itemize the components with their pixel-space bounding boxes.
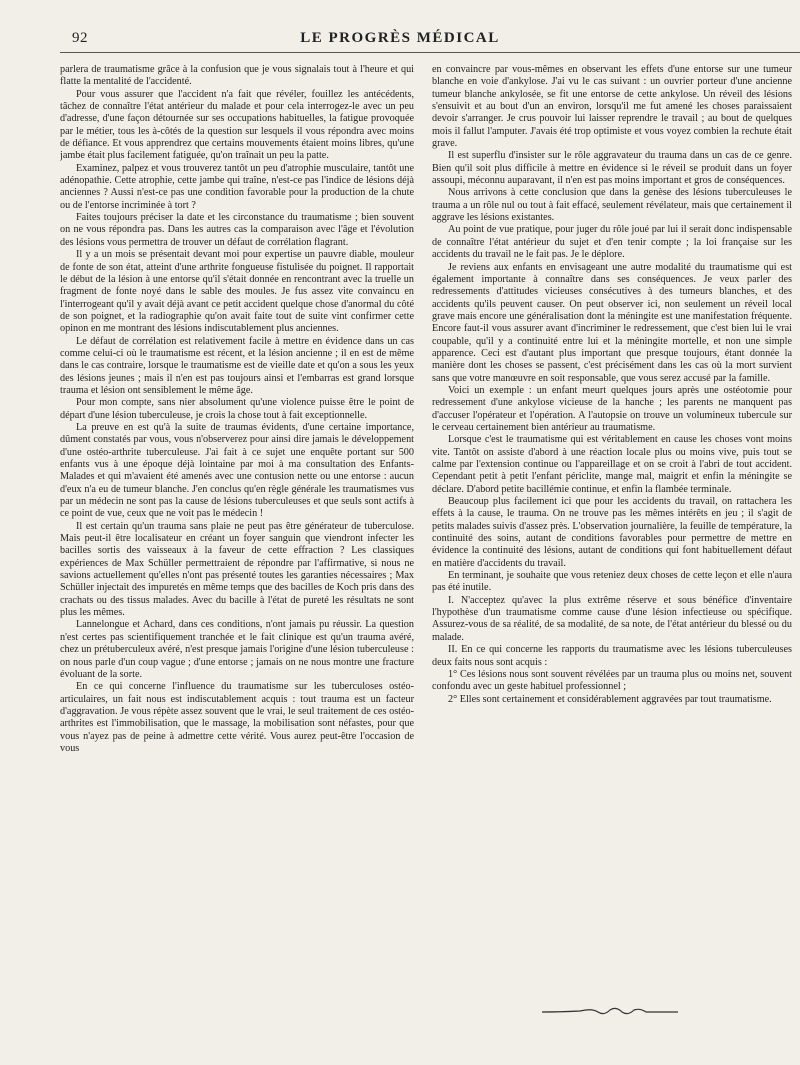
- paragraph: Pour mon compte, sans nier absolument qu'une violence puisse être le point de départ d'une lésion tuberculeuse, je crois la chose tout à fait exceptionnelle.: [60, 397, 414, 421]
- paragraph: Nous arrivons à cette conclusion que dans la genèse des lésions tuberculeuses le trauma a un rôle nul ou tout à fait effacé, seulement révélateur, mais que certainement il aggrave les lésions existantes.: [432, 187, 792, 224]
- paragraph: Lannelongue et Achard, dans ces conditions, n'ont jamais pu réussir. La question n'est certes pas scientifiquement tranchée et le fait clinique est qu'un trauma avéré, chez un prétuberculeux avéré, n'est presque jamais l'origine d'une lésion tuberculeuse : on nous parle d'un coup vague ; d'une entorse ; jamais on ne nous montre une fracture évoluant de la sorte.: [60, 619, 414, 680]
- paragraph: Il est superflu d'insister sur le rôle aggravateur du trauma dans un cas de ce genre. Bien qu'il soit plus difficile à mettre en évidence si le réveil se produit dans un foyer assoupi, méconnu auparavant, il n'en est pas moins important et gros de conséquences.: [432, 150, 792, 187]
- paragraph: En terminant, je souhaite que vous reteniez deux choses de cette leçon et elle n'aura pas été inutile.: [432, 570, 792, 594]
- page-number: 92: [72, 30, 88, 46]
- page-header: [0, 0, 800, 50]
- paragraph: en convaincre par vous-mêmes en observant les effets d'une entorse sur une tumeur blanche en voie d'ankylose. J'ai vu le cas suivant : un ouvrier porteur d'une ancienne tumeur blanche ankylosée, se fit une entorse de cette ankylose. Un réveil des lésions s'ensuivit et au bout d'un an environ, lorsqu'il me fut amené les choses paraissaient devoir s'arranger. Je crus pouvoir lui laisser reprendre le travail ; au bout de quelques mois il fallut l'amputer. J'avais été trop optimiste et vous voyez combien la rechute était grave.: [432, 64, 792, 150]
- paragraph: Pour vous assurer que l'accident n'a fait que révéler, fouillez les antécédents, tâchez de connaître l'état antérieur du malade et pour cela interrogez-le avec un peu d'adresse, d'une façon détournée sur ses occupations habituelles, la fatigue provoquée par le métier, tous les à-côtés de la question sur lesquels il vous répondra avec moins de défiance. Et vous apprendrez que certains mouvements étaient moins libres, qu'une jambe était plus facilement fatiguée, qu'on traînait un peu la patte.: [60, 88, 414, 162]
- paragraph: Beaucoup plus facilement ici que pour les accidents du travail, on rattachera les effets à la cause, le trauma. On ne trouve pas les mêmes intérêts en jeu ; il s'agit de petits malades suivis d'assez près. L'observation journalière, la feuille de température, la continuité des soins, autant de conditions favorables pour permettre de mettre en évidence la continuité des lésions, autant de conditions qui font habituellement défaut en matière d'accidents du travail.: [432, 496, 792, 569]
- left-column: [60, 64, 414, 1049]
- paragraph: La preuve en est qu'à la suite de traumas évidents, d'une certaine importance, dûment constatés par vous, vous n'observerez pour ainsi dire jamais le développement d'une ostéo-arthrite tuberculeuse. J'ai fait à ce sujet une enquête portant sur 500 enfants vus à une époque déjà lointaine par moi à ma consultation des Enfants-Malades et qui m'avaient été amenés avec une contusion nette ou une entorse : aucun d'eux n'a eu de tumeur blanche. J'en conclus qu'en règle générale les traumatismes vus par un médecin ne sont pas la cause de lésions tuberculeuses et que seuls sont actifs à ce point de vue, ceux que ne voit pas le médecin !: [60, 421, 414, 520]
- header-rule: [60, 52, 800, 53]
- paragraph: Au point de vue pratique, pour juger du rôle joué par lui il serait donc indispensable de connaître l'état antérieur du sujet et d'en tenir compte ; la loi française sur les accidents du travail ne le fait pas. Je le déplore.: [432, 224, 792, 261]
- paragraph: II. En ce qui concerne les rapports du traumatisme avec les lésions tuberculeuses deux faits nous sont acquis :: [432, 644, 792, 668]
- journal-title: LE PROGRÈS MÉDICAL: [300, 30, 500, 46]
- paragraph: 1° Ces lésions nous sont souvent révélées par un trauma plus ou moins net, souvent confondu avec un geste habituel professionnel ;: [432, 668, 792, 693]
- paragraph: Il y a un mois se présentait devant moi pour expertise un pauvre diable, mouleur de fonte de son état, atteint d'une arthrite fongueuse fistulisée du poignet. Il rapportait le début de la lésion à une entorse qu'il s'était donnée en rencontrant avec la truelle un fragment de fonte noyé dans le sable des moules. Je fus assez vite convaincu en l'interrogeant qu'il y avait déjà avant ce petit accident quelque chose d'anormal du côté de son poignet, et la radiographie qu'on avait faite tout de suite vint confirmer cette opinon en me montrant des lésions indiscutablement plus anciennes.: [60, 249, 414, 335]
- paragraph: En ce qui concerne l'influence du traumatisme sur les tuberculoses ostéo-articulaires, un fait nous est indiscutablement acquis : tout trauma est un facteur d'aggravation. Je vous répète assez souvent que le vrai, le seul traitement de ces ostéo-arthrites est l'immobilisation, que le massage, la mobilisation sont néfastes, pour que vous n'ayez pas de peine à admettre cette vérité. Vous aurez peut-être l'occasion de vous: [60, 681, 414, 754]
- paragraph: Voici un exemple : un enfant meurt quelques jours après une ostéotomie pour redressement d'une ankylose vicieuse de la hanche ; les parents ne manquent pas d'accuser l'opérateur et l'opération. A l'autopsie on trouve un volumineux tubercule sur le cerveau certainement bien antérieur au traumatisme.: [432, 384, 792, 433]
- paragraph: Le défaut de corrélation est relativement facile à mettre en évidence dans un cas comme celui-ci où le traumatisme est récent, et la lésion ancienne ; il en est de même dans le cas contraire, lorsque le traumatisme est de vieille date et qu'on a sous les yeux des lésions jeunes ; mais il n'en est pas toujours ainsi et l'embarras est grand lorsque trauma et lésion ont sensiblement le même âge.: [60, 335, 414, 396]
- paragraph: Lorsque c'est le traumatisme qui est véritablement en cause les choses vont moins vite. Tantôt on assiste d'abord à une réaction locale plus ou moins vive, puis tout se calme par l'extension continue ou l'appareillage et on se croit à l'abri de tout accident. Cependant petit à petit l'enfant périclite, mange mal, maigrit et enfin la méningite se déclare. D'abord petite bacillémie continue, et enfin la flambée terminale.: [432, 434, 792, 495]
- paragraph: Faites toujours préciser la date et les circonstance du traumatisme ; bien souvent on ne vous répondra pas. Dans les autres cas la comparaison avec l'âge et l'évolution des lésions vous permettra de trouver un défaut de corrélation flagrant.: [60, 212, 414, 248]
- paragraph: I. N'acceptez qu'avec la plus extrême réserve et sous bénéfice d'inventaire l'hypothèse d'un traumatisme comme cause d'une lésion infectieuse ou spécifique. Assurez-vous de sa réalité, de sa modalité, de sa note, de l'état antérieur du blessé ou du malade.: [432, 594, 792, 643]
- paragraph: parlera de traumatisme grâce à la confusion que je vous signalais tout à l'heure et qui flatte la mentalité de l'accidenté.: [60, 64, 414, 88]
- paragraph: Il est certain qu'un trauma sans plaie ne peut pas être générateur de tuberculose. Mais peut-il être localisateur en créant un foyer sanguin que viendront infecter les bacilles sortis des vaisseaux à la faveur de cette effraction ? Les classiques expériences de Max Schüller permettraient de répondre par l'affirmative, si nous ne savions actuellement qu'elles n'ont pas présenté toutes les garanties nécessaires ; Max Schüller injectait des impuretés en même temps que des bacilles de Koch pris dans des crachats ou des tissus malades. Avec du bacille à l'état de pureté les résultats ne sont plus les mêmes.: [60, 520, 414, 619]
- paragraph: Examinez, palpez et vous trouverez tantôt un peu d'atrophie musculaire, tantôt une adénopathie. Cette atrophie, cette jambe qui traîne, n'est-ce pas l'indice de lésions déjà anciennes ? Aussi n'est-ce pas une condition favorable pour la production de la chute ou de l'entorse incriminée à tort ?: [60, 162, 414, 211]
- paragraph: Je reviens aux enfants en envisageant une autre modalité du traumatisme qui est également importante à connaître dans ses conséquences. Je veux parler des redressements d'attitudes vicieuses consécutives à des tumeurs blanches, et des accidents qu'ils peuvent causer. On peut observer ici, non seulement un réveil local grave mais encore une généralisation dont la méningite est une manifestation fréquente. Encore faut-il vous assurer avant d'incriminer le redressement, que c'est bien lui le vrai coupable, qu'il y a continuité entre lui et la méningite mortelle, et non une simple apparence. Ceci est d'autant plus important que presque toujours, étant donnée la manière dont les choses se passent, c'est précisément dans les cas où la mort survient sans que votre manœuvre en soit responsable, que vous serez accusé par la famille.: [432, 261, 792, 384]
- end-ornament-icon: [540, 1000, 680, 1020]
- right-column: [432, 64, 792, 1049]
- paragraph: 2° Elles sont certainement et considérablement aggravées par tout traumatisme.: [448, 693, 772, 705]
